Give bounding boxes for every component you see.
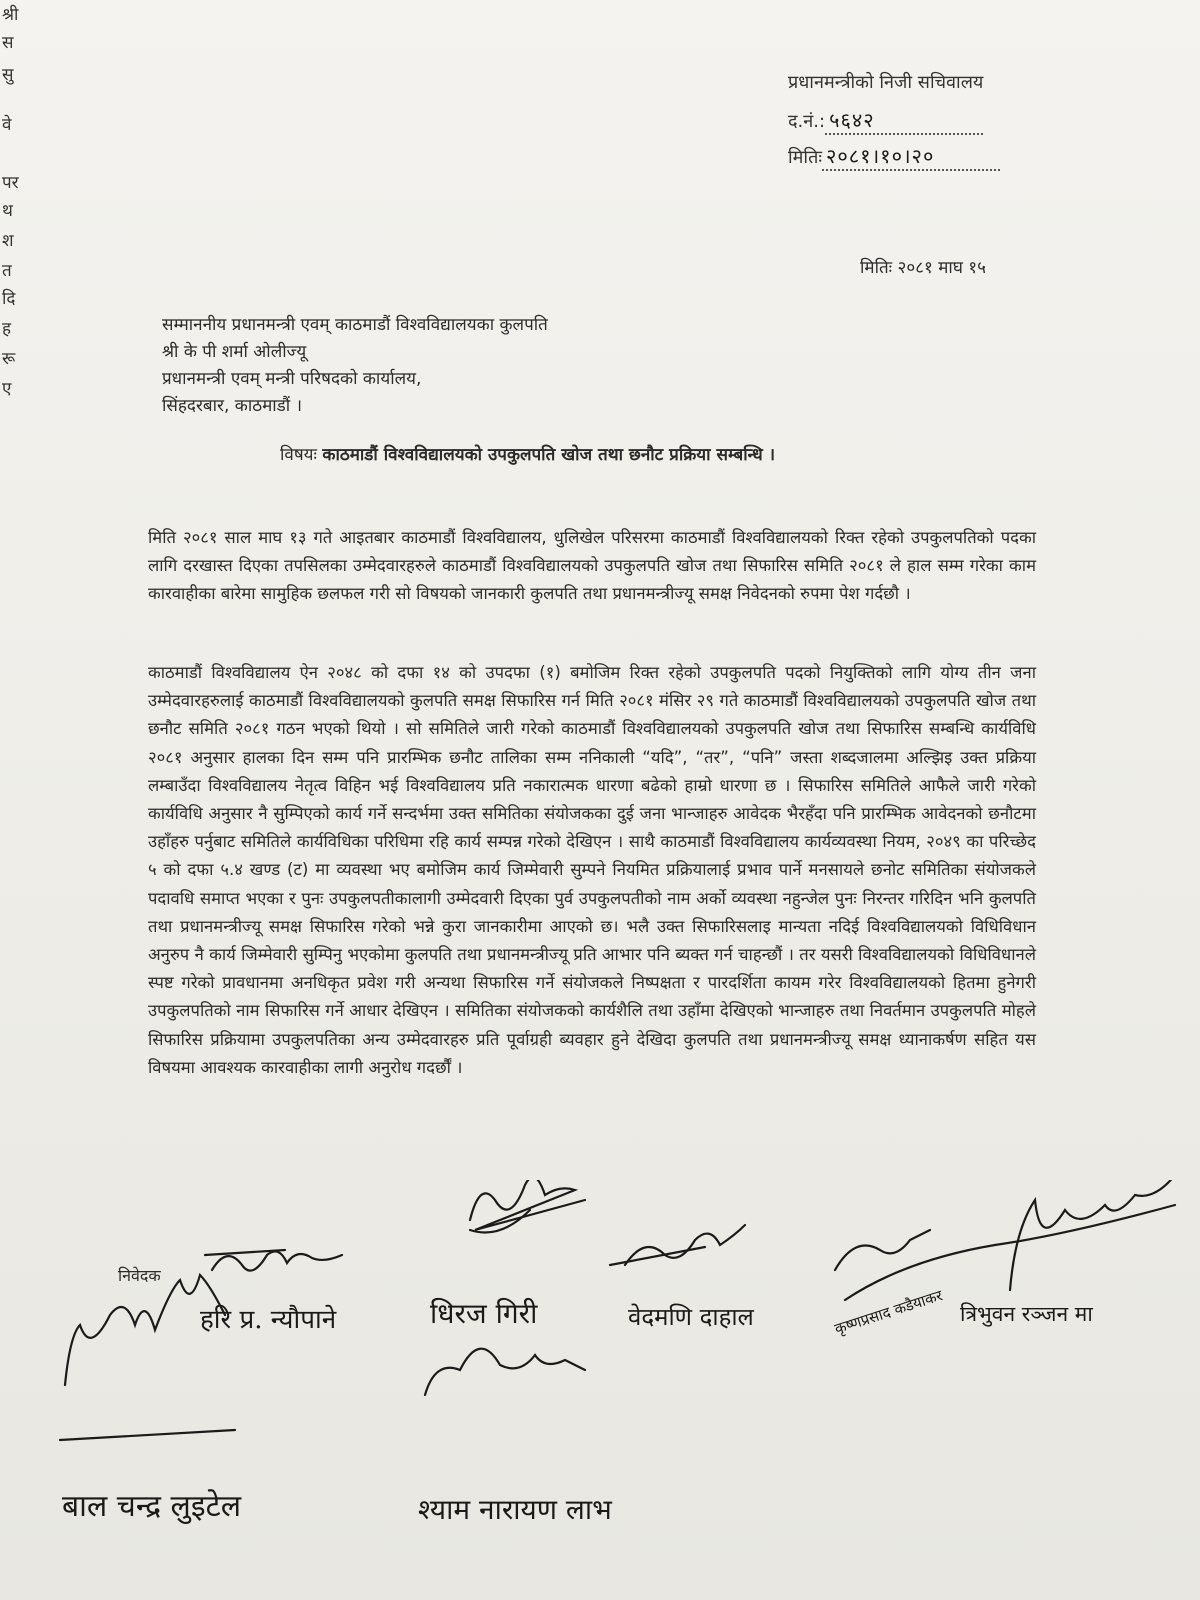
edge-fragment: दि — [2, 289, 16, 309]
edge-fragment: सु — [2, 65, 14, 85]
stamp-darta-number: ५६४२ — [825, 106, 983, 135]
body-paragraph-2: काठमाडौं विश्वविद्यालय ऐन २०४८ को दफा १४ को उपदफा (१) बमोजिम रिक्त रहेको उपकुलपति पदको नियुक्तिको लागि योग्य तीन जना उम्मेदवारहरुलाई काठमाडौं विश्वविद्यालयको कुलपति समक्ष सिफारिस गर्न मिति २०८१ मंसिर २९ गते काठमाडौं विश्वविद्यालयको उपकुलपति खोज तथा छनौट समिति २०८१ गठन भएको थियो । सो समितिले जारी गरेको काठमाडौं विश्वविद्यालयको उपकुलपति खोज तथा सिफारिस सम्बन्धि कार्यविधि २०८१ अनुसार हालका दिन सम्म पनि प्रारम्भिक छनौट तालिका सम्म ननिकाली “यदि”, “तर”, “पनि” जस्ता शब्दजालमा अल्झिइ उक्त प्रक्रिया लम्बाउँदा विश्वविद्यालय नेतृत्व विहिन भई विश्वविद्यालय प्रति नकारात्मक धारणा बढेको हाम्रो धारणा छ । सिफारिस समितिले आफैले जारी गरेको कार्यविधि अनुसार नै सुम्पिएको कार्य गर्ने सन्दर्भमा उक्त समितिका संयोजकका दुई जना भान्जाहरु आवेदक भैरहँदा पनि प्रारम्भिक आवेदनको छनौटमा उहाँहरु पर्नुबाट समितिले कार्यविधिका परिधिमा रहि कार्य सम्पन्न गरेको देखिएन । साथै काठमाडौं विश्वविद्यालय कार्यव्यवस्था नियम, २०४९ का परिच्छेद ५ को दफा ५.४ खण्ड (ट) मा व्यवस्था भए बमोजिम कार्य जिम्मेवारी सुम्पने नियमित प्रक्रियालाई प्रभाव पार्ने मनसायले छनोट समितिका संयोजकले पदावधि समाप्त भएका र पुनः उपकुलपतीकालागी उम्मेदवारी दिएका पुर्व उपकुलपतीको नाम अर्को व्यवस्था नहुन्जेल पुनः निरन्तर गरिदिन भनि कुलपति तथा प्रधानमन्त्रीज्यू समक्ष सिफारिस गरेको भन्ने कुरा जानकारीमा आएको छ। भलै उक्त सिफारिसलाइ मान्यता नदिई विश्वविद्यालयको विधिविधान अनुरुप नै कार्य जिम्मेवारी सुम्पिनु भएकोमा कुलपति तथा प्रधानमन्त्रीज्यू प्रति आभार पनि ब्यक्त गर्न चाहन्छौं । तर यसरी विश्वविद्यालयको विधिविधानले स्पष्ट गरेको प्रावधानमा अनधिकृत प्रवेश गरी अन्यथा सिफारिस गर्ने संयोजकले निष्पक्षता र पारदर्शिता कायम गरेर विश्वविद्यालयको हितमा हुनेगरी उपकुलपतिको नाम सिफारिस गर्ने आधार देखिएन । समितिका संयोजकको कार्यशैलि तथा उहाँमा देखिएको भान्जाहरु तथा निवर्तमान उपकुलपति मोहले सिफारिस प्रक्रियामा उपकुलपतिका अन्य उम्मेदवारहरु प्रति पूर्वाग्रही ब्यवहार हुने देखिदा कुलपति तथा प्रधानमन्त्रीज्यू समक्ष ध्यानाकर्षण सहित यस विषयमा आवश्यक कारवाहीका लागी अनुरोध गदर्छौं । — [148, 663, 1036, 1077]
addressee-line: श्री के पी शर्मा ओलीज्यू — [162, 342, 307, 362]
signature-name: वेदमणि दाहाल — [628, 1303, 754, 1331]
edge-fragment: श — [2, 231, 14, 251]
stamp-date-label: मितिः — [788, 147, 822, 168]
stamp-office: प्रधानमन्त्रीको निजी सचिवालय — [788, 72, 984, 93]
stamp-darta-row — [788, 106, 1000, 142]
body-paragraph-1: मिति २०८१ साल माघ १३ गते आइतबार काठमाडौं विश्वविद्यालय, धुलिखेल परिसरमा काठमाडौं विश्वविद्यालयको रिक्त रहेको उपकुलपतिको पदका लागि दरखास्त दिएका तपसिलका उम्मेदवारहरुले काठमाडौं विश्वविद्यालयको उपकुलपति खोज तथा सिफारिस समिति २०८१ ले हाल सम्म गरेका काम कारवाहीका बारेमा सामुहिक छलफल गरी सो विषयको जानकारी कुलपति तथा प्रधानमन्त्रीज्यू समक्ष निवेदनको रुपमा पेश गर्दछौ । — [148, 528, 1036, 604]
addressee-block — [162, 312, 548, 420]
addressee-line: सम्माननीय प्रधानमन्त्री एवम् काठमाडौं विश्वविद्यालयका कुलपति — [162, 315, 548, 335]
signature-name: धिरज गिरी — [430, 1297, 538, 1330]
edge-fragment: ह — [2, 319, 12, 339]
stamp-darta-label: द.नं.: — [788, 111, 826, 132]
edge-fragment: ए — [2, 379, 12, 399]
signature-name: बाल चन्द्र लुइटेल — [62, 1489, 242, 1524]
signature-name: श्याम नारायण लाभ — [418, 1493, 612, 1526]
signature-name: हरि प्र. न्यौपाने — [200, 1305, 337, 1335]
edge-fragment: श्री — [2, 5, 19, 25]
edge-fragment: थ — [2, 201, 13, 221]
registration-stamp — [788, 70, 1000, 178]
subject-label: विषयः — [280, 445, 317, 465]
edge-fragment: त — [2, 261, 12, 281]
adjacent-page-edge — [0, 0, 30, 470]
signature-name: कृष्णप्रसाद कडैयाकर — [832, 1286, 945, 1339]
edge-fragment: रू — [2, 349, 16, 369]
edge-fragment: वे — [2, 115, 12, 135]
edge-fragment: पर — [2, 173, 19, 193]
stamp-date-value: २०८१।१०।२० — [822, 142, 1000, 171]
petitioner-label: निवेदक — [118, 1266, 161, 1285]
addressee-line: प्रधानमन्त्री एवम् मन्त्री परिषदको कार्यालय, — [162, 369, 422, 389]
subject-line — [280, 442, 775, 465]
signature-name: त्रिभुवन रञ्जन मा — [960, 1302, 1093, 1326]
subject-text: काठमाडौं विश्वविद्यालयको उपकुलपति खोज तथा छनौट प्रक्रिया सम्बन्धि । — [322, 445, 776, 465]
edge-fragment: स — [2, 33, 14, 53]
letter-date: मितिः २०८१ माघ १५ — [860, 258, 986, 278]
addressee-line: सिंहदरबार, काठमाडौं । — [162, 396, 303, 416]
stamp-date-row — [788, 142, 1000, 178]
